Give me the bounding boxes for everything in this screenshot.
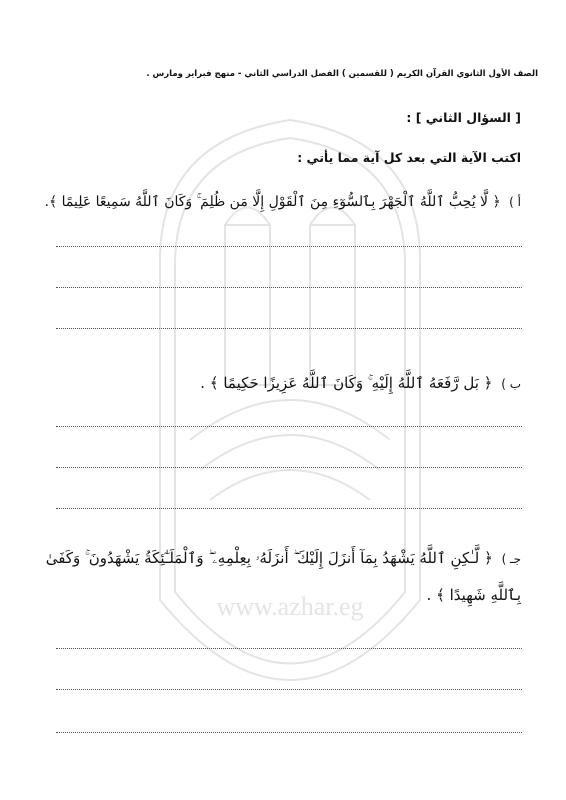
answer-line[interactable] [56,689,522,690]
verse-b-text: ﴿ بَل رَّفَعَهُ ٱللَّهُ إِلَيْهِ ۚ وَكَانَ ٱللَّهُ عَزِيزًا حَكِيمًا ﴾ . [200,374,493,392]
verse-c-text: ﴿ لَّـٰكِنِ ٱللَّهُ يَشْهَدُ بِمَآ أَنزَلَ إِلَيْكَ ۖ أَنزَلَهُۥ بِعِلْمِهِۦ ۖ وَٱلْمَلَـٰٓئِكَةُ يَشْهَدُونَ ۚ وَكَفَىٰ بِٱللَّهِ شَهِيدًا ﴾ . [45,549,521,604]
answer-line[interactable] [56,732,522,733]
question-title: [ السؤال الثاني ] : [406,110,521,125]
verse-b-marker: ب ) [501,377,521,391]
watermark-website: www.azhar.eg [216,592,364,621]
answer-line[interactable] [56,246,522,247]
answer-line[interactable] [56,426,522,427]
verse-c-marker: جـ ) [501,552,521,566]
question-instruction: اكتب الآية التي بعد كل آية مما يأتي : [297,150,521,165]
answer-line[interactable] [56,648,522,649]
verse-a-marker: أ ) [509,195,521,209]
answer-line[interactable] [56,467,522,468]
verse-a [21,184,521,220]
answer-line[interactable] [56,328,522,329]
answer-line[interactable] [56,508,522,509]
verse-a-text: ﴿ لَّا يُحِبُّ ٱللَّهُ ٱلْجَهْرَ بِٱلسُّوٓءِ مِنَ ٱلْقَوْلِ إِلَّا مَن ظُلِمَ ۚ وَكَانَ ٱللَّهُ سَمِيعًا عَلِيمًا ﴾. [44,194,501,210]
page-header: الصف الأول الثانوي القرآن الكريم ( للقسمين ) الفصل الدراسي الثاني - منهج فبراير ومارس . [146,69,538,79]
verse-b [21,365,521,402]
verse-c [21,540,521,613]
answer-line[interactable] [56,287,522,288]
